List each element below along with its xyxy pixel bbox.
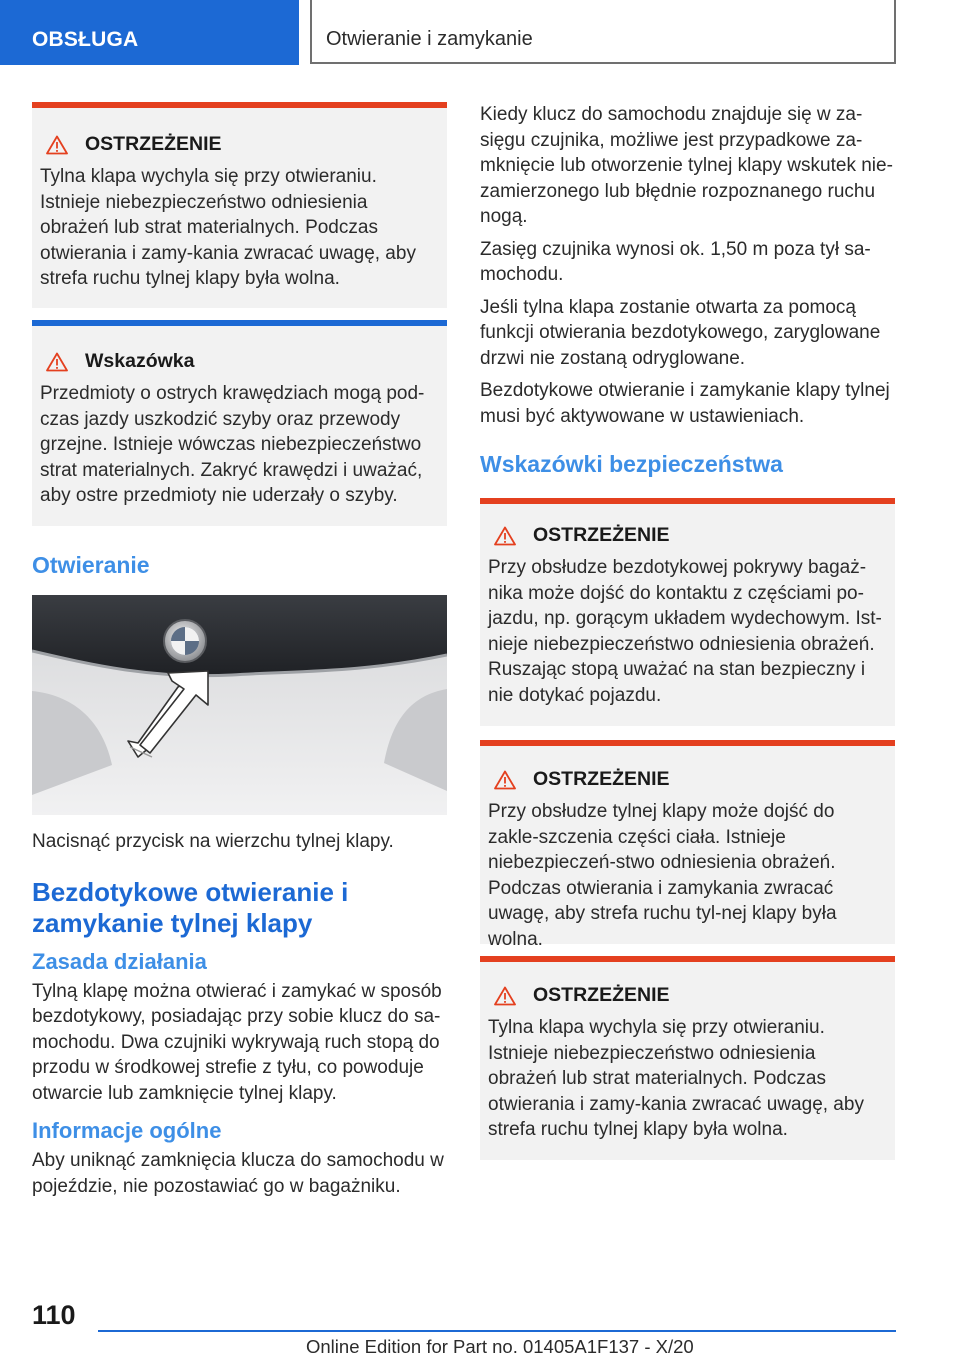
- heading-opening: Otwieranie: [32, 552, 150, 578]
- paragraph: Jeśli tylna klapa zostanie otwarta za pomocą funkcji otwierania bezdotykowego, zaryglowane drzwi nie zostaną odryglowane.: [480, 296, 881, 369]
- warning-title: OSTRZEŻENIE: [480, 524, 895, 547]
- warning-triangle-icon: [494, 770, 516, 790]
- chapter-header: [310, 0, 896, 64]
- footer-divider: [98, 1330, 896, 1332]
- warning-box: [480, 740, 895, 950]
- warning-box: [32, 102, 447, 308]
- warning-triangle-icon: [46, 135, 68, 155]
- section-tab: [0, 0, 299, 65]
- warning-triangle-icon: [494, 986, 516, 1006]
- heading-principle: Zasada działania: [32, 948, 207, 974]
- general-text: Aby uniknąć zamknięcia klucza do samochodu w pojeździe, nie pozostawiać go w bagażniku.: [32, 1150, 444, 1197]
- chapter-title: Otwieranie i zamykanie: [326, 28, 533, 50]
- warning-text: Tylna klapa wychyla się przy otwieraniu. Istnieje niebezpieczeństwo odniesienia obrażeń lub strat materialnych. Podczas otwierania i zamy-kania zwracać uwagę, aby strefa ruchu tylnej klapy była wolna.: [488, 1017, 864, 1140]
- image-caption: Nacisnąć przycisk na wierzchu tylnej klapy.: [32, 831, 394, 852]
- warning-text: Przy obsłudze tylnej klapy może dojść do zakle-szczenia części ciała. Istnieje niebezpieczeń-stwo odniesienia obrażeń. Podczas otwierania i zamykania zwracać uwagę, aby strefa ruchu tyl-nej klapy była wolna.: [488, 801, 837, 950]
- warning-box: [480, 956, 895, 1160]
- warning-text: Tylna klapa wychyla się przy otwieraniu. Istnieje niebezpieczeństwo odniesienia obrażeń lub strat materialnych. Podczas otwierania i zamy-kania zwracać uwagę, aby strefa ruchu tylnej klapy była wolna.: [40, 166, 416, 289]
- right-column: [480, 102, 895, 1160]
- paragraph: Zasięg czujnika wynosi ok. 1,50 m poza tył sa-mochodu.: [480, 238, 871, 285]
- heading-contactless: Bezdotykowe otwieranie i zamykanie tylnej klapy: [32, 876, 349, 938]
- tailgate-photo: [32, 595, 447, 815]
- warning-text: Przy obsłudze bezdotykowej pokrywy bagaż-nika może dojść do kontaktu z częściami po-jazdu, np. gorącym układem wydechowym. Ist-nieje niebezpieczeństwo odniesienia obrażeń. Ruszając stopą uważać na stan bezpieczny i nie dotykać pojazdu.: [488, 557, 882, 706]
- heading-safety: Wskazówki bezpieczeństwa: [480, 451, 783, 477]
- warning-title: OSTRZEŻENIE: [480, 984, 895, 1007]
- paragraph: Kiedy klucz do samochodu znajduje się w za-sięgu czujnika, możliwe jest przypadkowe za-mknięcie lub otworzenie tylnej klapy wskutek nie-zamierzonego lub błędnie rozpoznanego ruchu nogą.: [480, 104, 893, 227]
- edition-info: Online Edition for Part no. 01405A1F137 - X/20: [306, 1336, 694, 1357]
- left-column: [32, 102, 447, 1199]
- tailgate-button-illustration: [32, 595, 447, 815]
- warning-triangle-icon: [494, 526, 516, 546]
- paragraph: Bezdotykowe otwieranie i zamykanie klapy tylnej musi być aktywowane w ustawieniach.: [480, 380, 890, 427]
- warning-box: [480, 498, 895, 726]
- warning-triangle-icon: [46, 352, 68, 372]
- principle-text: Tylną klapę można otwierać i zamykać w sposób bezdotykowy, posiadając przy sobie klucz do sa-mochodu. Dwa czujniki wykrywają ruch stopą do przodu w środkowej strefie z tyłu, co powoduje otwarcie lub zamknięcie tylnej klapy.: [32, 980, 442, 1104]
- note-title: Wskazówka: [32, 350, 447, 373]
- page-number: 110: [32, 1300, 76, 1330]
- warning-title: OSTRZEŻENIE: [32, 133, 447, 156]
- heading-general: Informacje ogólne: [32, 1118, 222, 1143]
- warning-title: OSTRZEŻENIE: [480, 768, 895, 791]
- section-title: OBSŁUGA: [32, 28, 139, 51]
- note-box: [32, 320, 447, 526]
- note-text: Przedmioty o ostrych krawędziach mogą pod-czas jazdy uszkodzić szyby oraz przewody grzejne. Istnieje wówczas niebezpieczeństwo strat materialnych. Zakryć krawędzi i uważać, aby ostre przedmioty nie uderzały o szyby.: [40, 383, 425, 506]
